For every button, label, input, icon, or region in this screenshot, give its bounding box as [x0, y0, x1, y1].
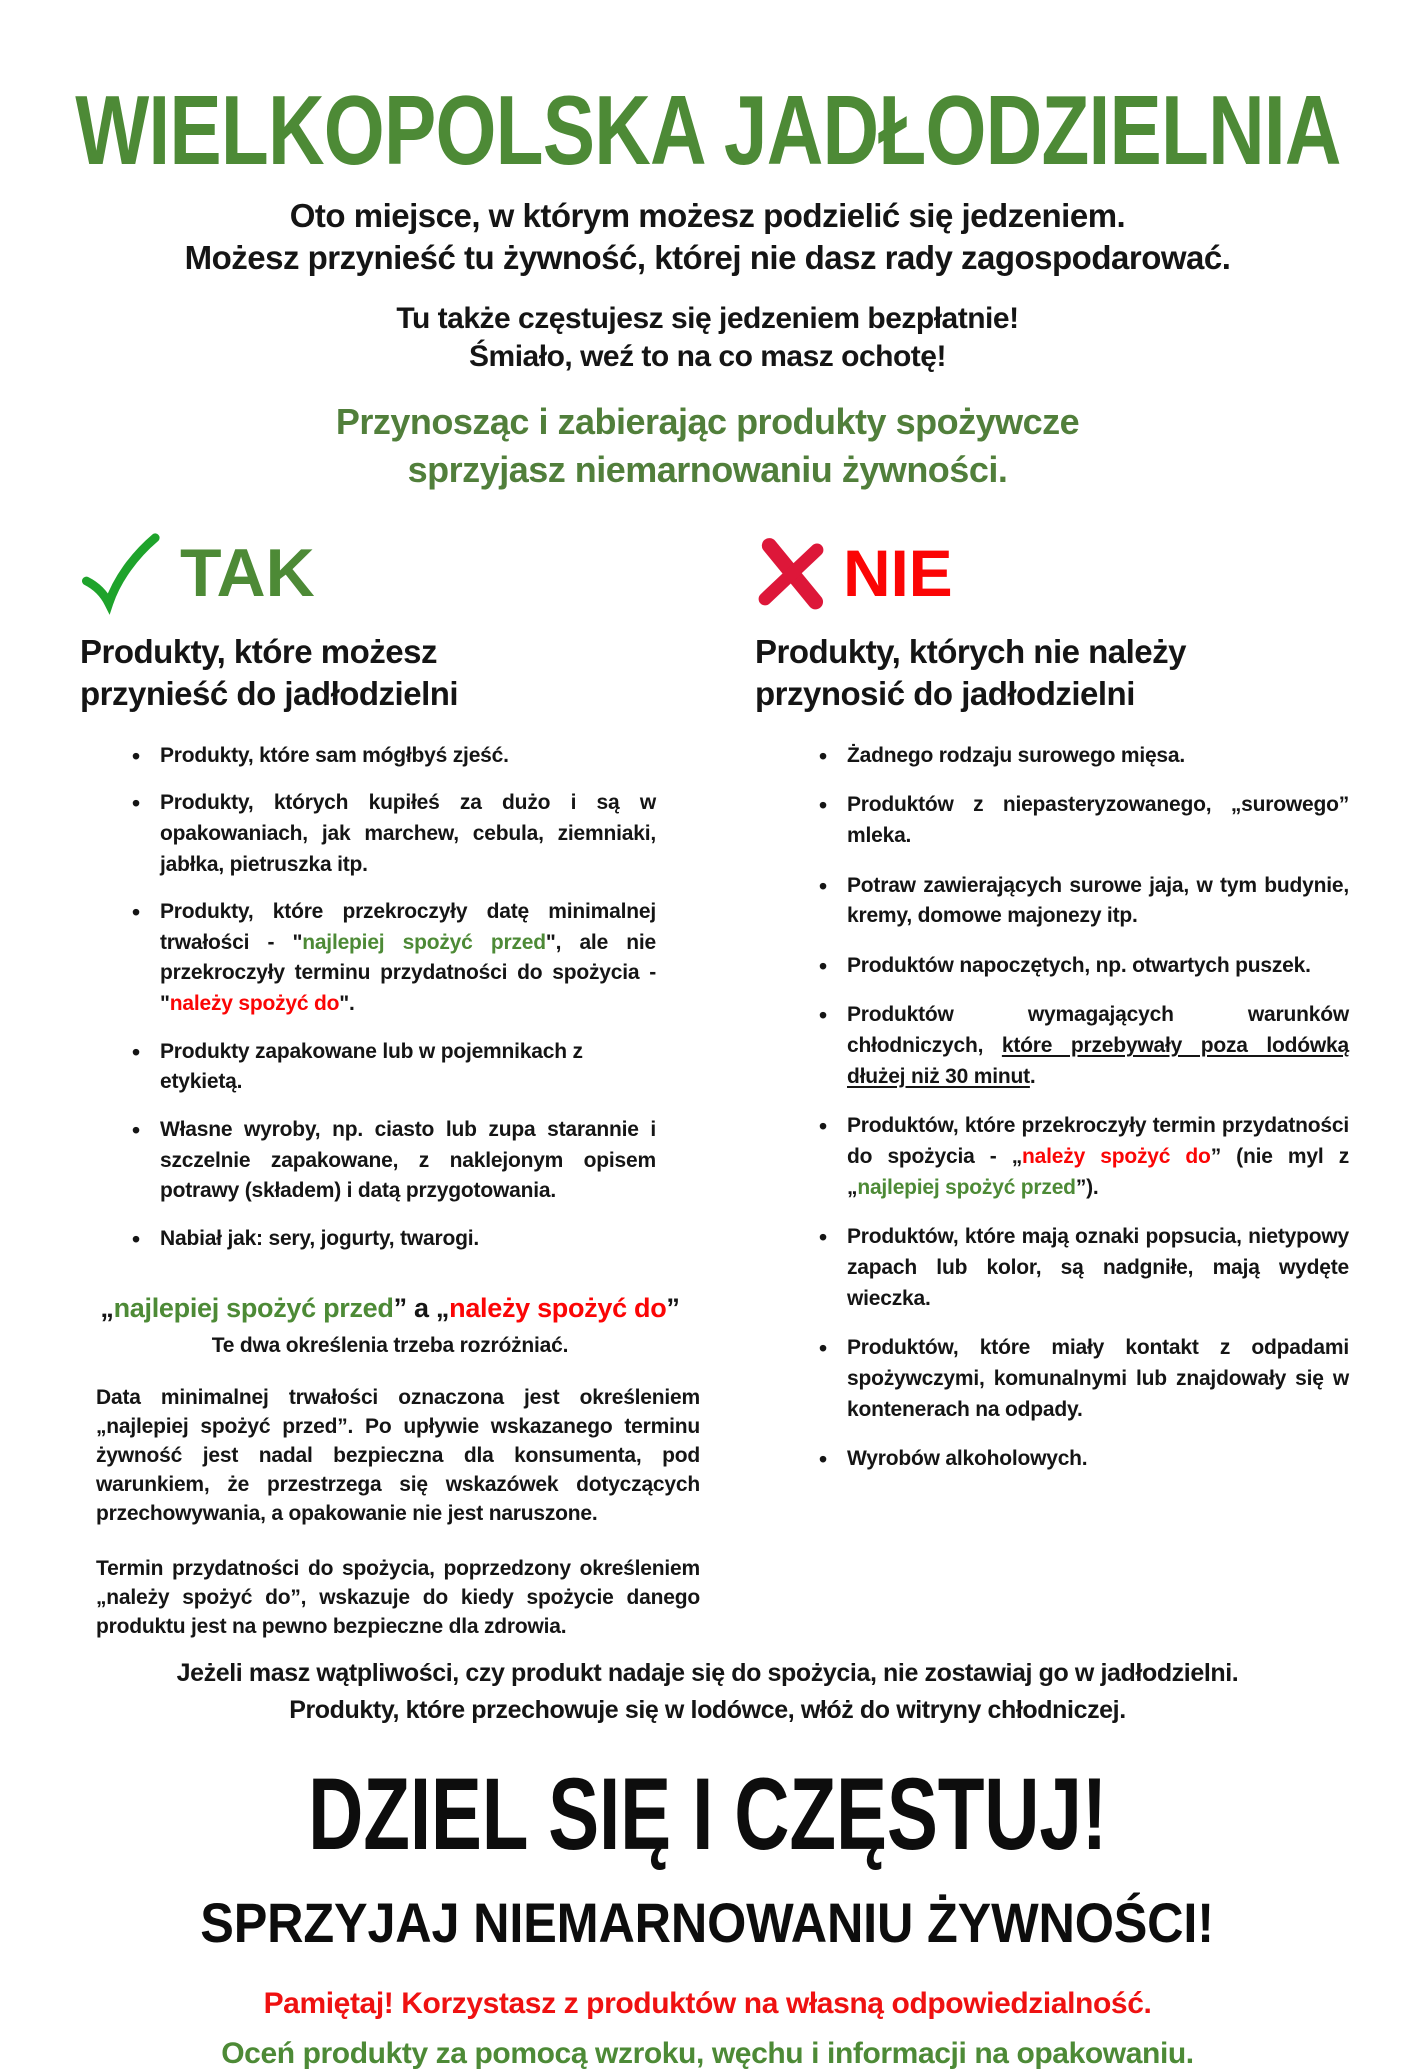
terms-paragraph-1: Data minimalnej trwałości oznaczona jest określeniem „najlepiej spożyć przed”. Po upływie wskazanego terminu żywność jest nadal bezpieczna dla konsumenta, pod warunkiem, że przestrzega się wskazówek dotyczących przechowywania, a opakowanie nie jest naruszone. — [96, 1385, 700, 1525]
list-item: • Produktów, które miały kontakt z odpadami spożywczymi, komunalnymi lub znajdowały się w kontenerach na odpady. — [755, 1333, 1349, 1425]
green-lead-block — [0, 398, 1415, 493]
tak-mark-row — [80, 529, 700, 617]
columns — [0, 523, 1415, 1641]
nie-mark-row — [755, 529, 1375, 617]
list-item: • Produkty, które sam mógłbyś zjeść. — [80, 741, 656, 772]
nie-heading-line-1: Produkty, których nie należy — [755, 633, 1187, 671]
terms-subheading: „najlepiej spożyć przed” a „należy spożyć do” — [100, 1292, 680, 1323]
nie-bullet-list — [755, 741, 1375, 1475]
intro-block-2 — [0, 300, 1415, 377]
list-item: • Produkty, których kupiłeś za dużo i są w opakowaniach, jak marchew, cebula, ziemniaki, jabłka, pietruszka itp. — [80, 788, 656, 880]
nie-label: NIE — [843, 536, 953, 611]
list-item: • Potraw zawierających surowe jaja, w tym budynie, kremy, domowe majonezy itp. — [755, 871, 1349, 932]
page-title: WIELKOPOLSKA JADŁODZIELNIA — [74, 75, 1341, 185]
footer-note-line-2: Produkty, które przechowuje się w lodówce, włóż do witryny chłodniczej. — [289, 1696, 1126, 1725]
intro-line-4: Śmiało, weź to na co masz ochotę! — [469, 339, 946, 373]
list-item: • Produktów z niepasteryzowanego, „surowego” mleka. — [755, 790, 1349, 851]
check-icon — [80, 530, 160, 616]
footer-note — [0, 1655, 1415, 1729]
title-wrap — [0, 75, 1415, 185]
intro-line-1: Oto miejsce, w którym możesz podzielić się jedzeniem. — [289, 197, 1126, 235]
list-item: • Produktów, które przekroczyły termin przydatności do spożycia - „należy spożyć do” (nie myl z „najlepiej spożyć przed”). — [755, 1111, 1349, 1203]
footer-note-line-1: Jeżeli masz wątpliwości, czy produkt nadaje się do spożycia, nie zostawiaj go w jadłodzielni. — [176, 1659, 1239, 1688]
sub-slogan: SPRZYJAJ NIEMARNOWANIU ŻYWNOŚCI! — [200, 1891, 1215, 1955]
x-icon — [755, 534, 827, 612]
tak-label: TAK — [180, 535, 315, 612]
big-slogan: DZIEL SIĘ I CZĘSTUJ! — [308, 1757, 1107, 1872]
list-item: • Produkty, które przekroczyły datę minimalnej trwałości - "najlepiej spożyć przed", ale nie przekroczyły terminu przydatności do spożycia - "należy spożyć do". — [80, 897, 656, 1020]
nie-heading — [755, 631, 1375, 714]
intro-line-3: Tu także częstujesz się jedzeniem bezpłatnie! — [396, 301, 1019, 335]
list-item: • Produkty zapakowane lub w pojemnikach z etykietą. — [80, 1037, 656, 1098]
green-lead-line-2: sprzyjasz niemarnowaniu żywności. — [407, 448, 1008, 490]
advice-line: Oceń produkty za pomocą wzroku, węchu i informacji na opakowaniu. — [221, 2037, 1194, 2071]
intro-block — [0, 195, 1415, 279]
intro-line-2: Możesz przynieść tu żywność, której nie dasz rady zagospodarować. — [184, 239, 1231, 277]
tak-heading-line-2: przynieść do jadłodzielni — [80, 674, 459, 712]
green-lead-line-1: Przynosząc i zabierając produkty spożywcze — [335, 401, 1080, 443]
list-item: • Produktów wymagających warunków chłodniczych, które przebywały poza lodówką dłużej niż 30 minut. — [755, 1000, 1349, 1092]
terms-paragraph-2: Termin przydatności do spożycia, poprzedzony określeniem „należy spożyć do”, wskazuje do kiedy spożycie danego produktu jest na pewno bezpieczne dla zdrowia. — [96, 1556, 700, 1638]
list-item: • Żadnego rodzaju surowego mięsa. — [755, 741, 1349, 772]
nie-column — [755, 523, 1375, 1641]
terms-subnote: Te dwa określenia trzeba rozróżniać. — [211, 1333, 569, 1357]
list-item: • Wyrobów alkoholowych. — [755, 1444, 1349, 1475]
tak-heading-line-1: Produkty, które możesz — [80, 633, 437, 671]
nie-heading-line-2: przynosić do jadłodzielni — [755, 674, 1135, 712]
warning-line: Pamiętaj! Korzystasz z produktów na własną odpowiedzialność. — [263, 1987, 1152, 2021]
list-item: • Produktów napoczętych, np. otwartych puszek. — [755, 951, 1349, 982]
tak-column — [80, 523, 700, 1641]
tak-bullet-list — [80, 741, 700, 1255]
list-item: • Produktów, które mają oznaki popsucia, nietypowy zapach lub kolor, są nadgniłe, mają wydęte wieczka. — [755, 1222, 1349, 1314]
tak-heading — [80, 631, 700, 714]
list-item: • Własne wyroby, np. ciasto lub zupa starannie i szczelnie zapakowane, z naklejonym opisem potrawy (składem) i datą przygotowania. — [80, 1115, 656, 1207]
list-item: • Nabiał jak: sery, jogurty, twarogi. — [80, 1224, 656, 1255]
